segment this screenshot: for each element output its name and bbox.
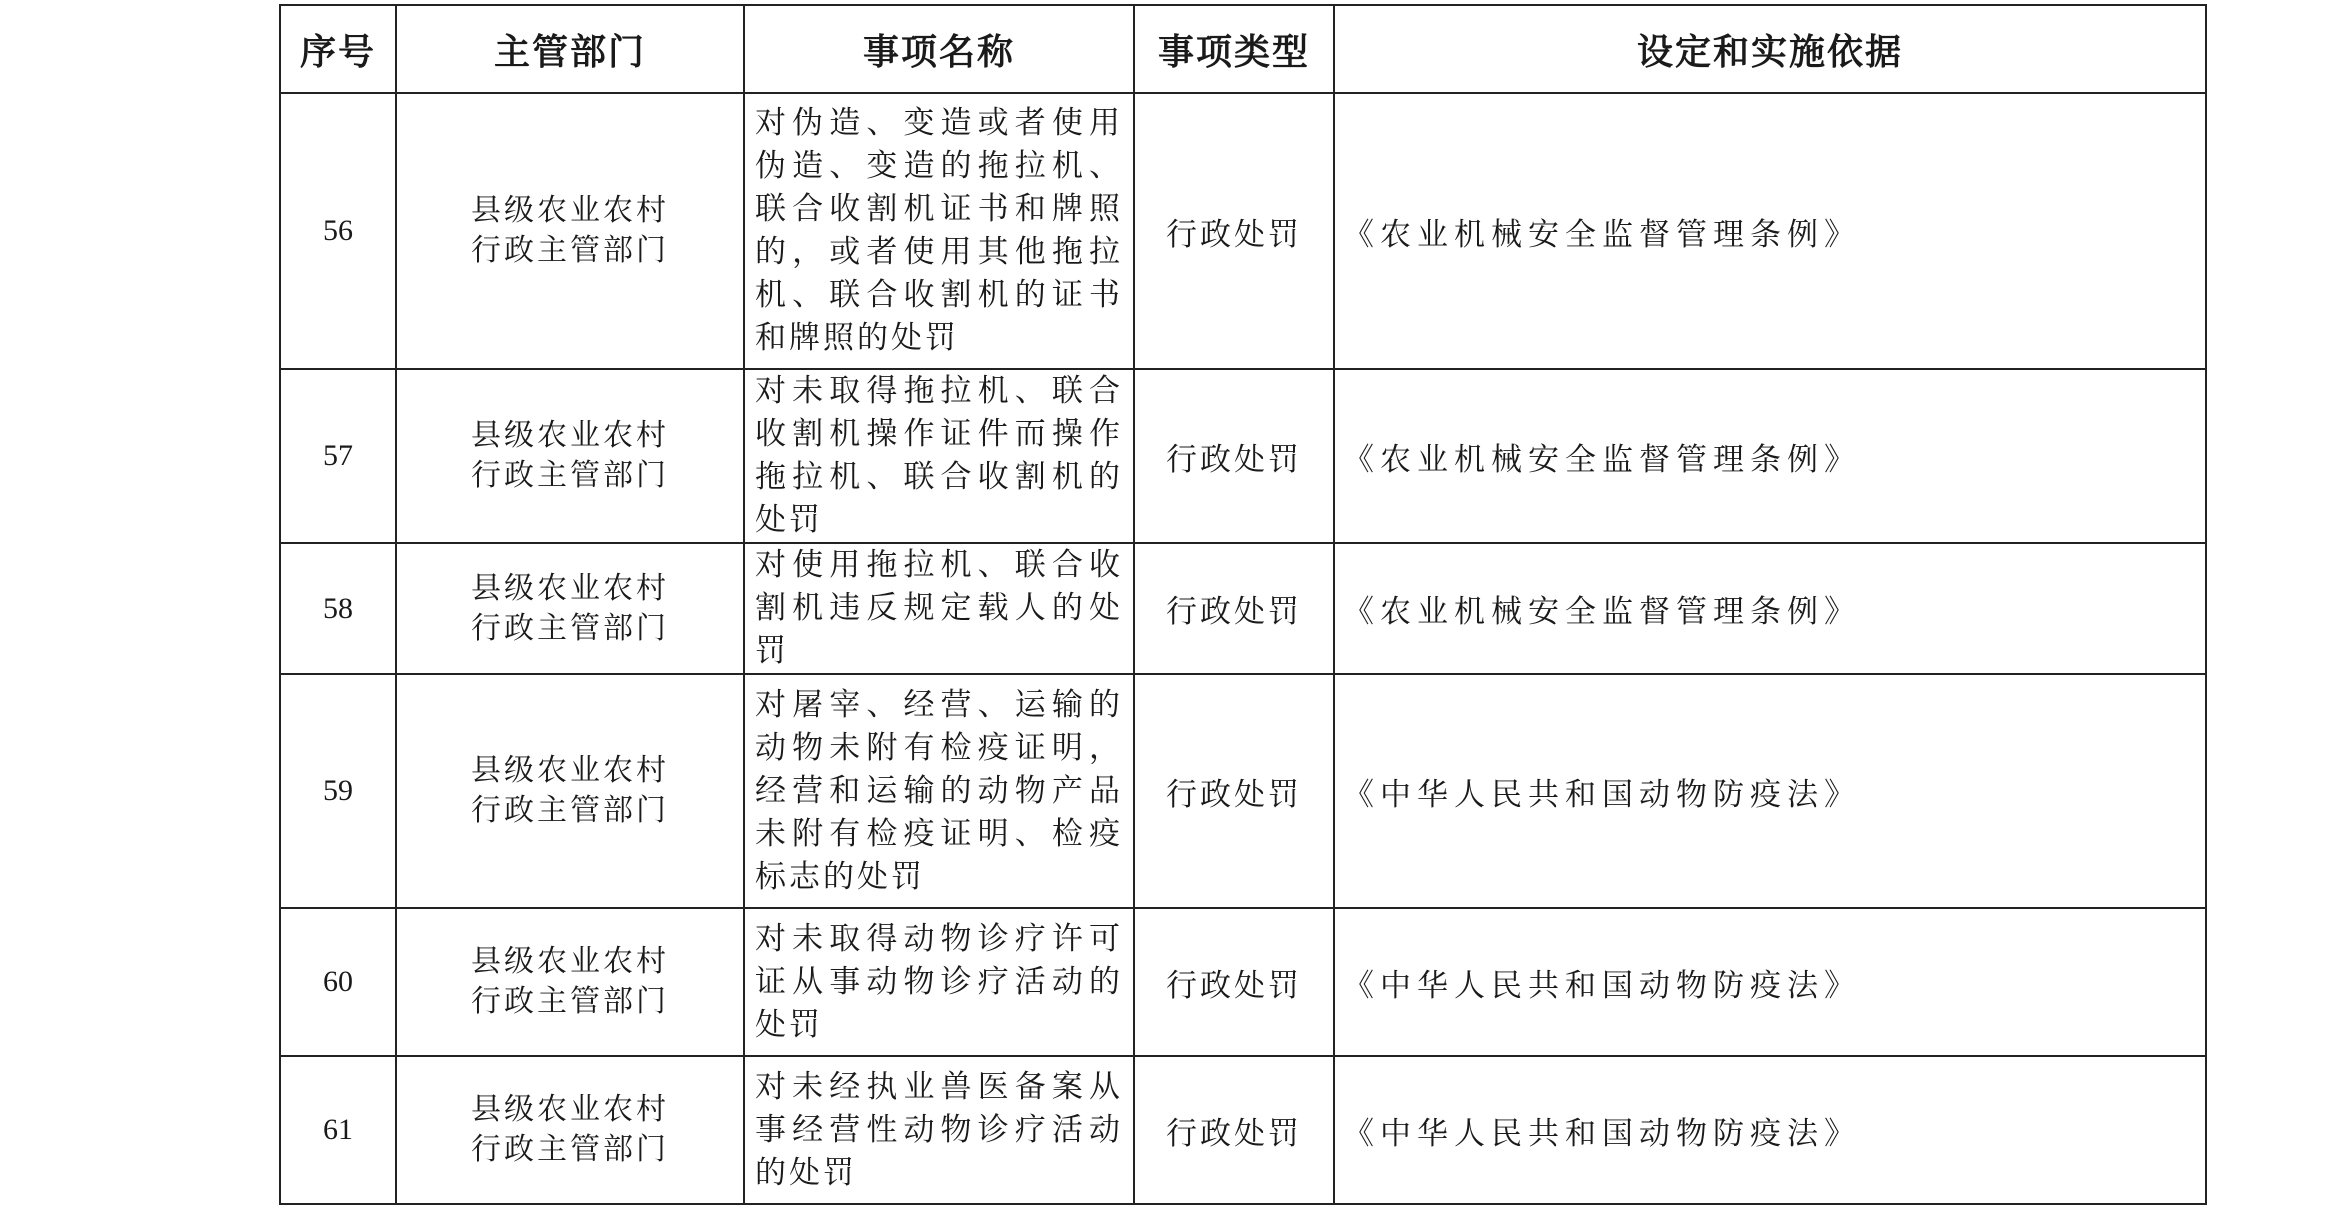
table-row [280,369,2206,543]
table-header [280,5,2206,93]
row-legal-basis: 《农业机械安全监督管理条例》 [1334,93,2206,369]
department-line-2: 行政主管部门 [471,793,669,828]
row-item-name: 对未经执业兽医备案从事经营性动物诊疗活动的处罚 [744,1056,1134,1204]
department-line-2: 行政主管部门 [471,984,669,1019]
row-serial-number: 60 [280,908,396,1056]
row-department [396,543,744,674]
row-department [396,674,744,908]
row-legal-basis: 《农业机械安全监督管理条例》 [1334,543,2206,674]
row-item-name: 对使用拖拉机、联合收割机违反规定载人的处罚 [744,543,1134,674]
row-department [396,369,744,543]
table-row [280,674,2206,908]
row-serial-number: 58 [280,543,396,674]
header-item-type: 事项类型 [1134,5,1334,93]
department-line-2: 行政主管部门 [471,610,669,646]
department-line-1: 县级农业农村 [471,1092,669,1127]
row-legal-basis: 《中华人民共和国动物防疫法》 [1334,1056,2206,1204]
row-item-type: 行政处罚 [1134,93,1334,369]
row-item-type: 行政处罚 [1134,1056,1334,1204]
department-line-1: 县级农业农村 [471,418,669,453]
row-item-type: 行政处罚 [1134,674,1334,908]
department-line-2: 行政主管部门 [471,458,669,493]
department-line-2: 行政主管部门 [471,1132,669,1167]
table-row [280,93,2206,369]
header-row [280,5,2206,93]
department-line-1: 县级农业农村 [471,193,669,228]
header-legal-basis: 设定和实施依据 [1334,5,2206,93]
row-item-name: 对屠宰、经营、运输的动物未附有检疫证明，经营和运输的动物产品未附有检疫证明、检疫标志的处罚 [744,674,1134,908]
table-row [280,1056,2206,1204]
row-department [396,908,744,1056]
department-line-1: 县级农业农村 [471,944,669,979]
row-item-name: 对未取得动物诊疗许可证从事动物诊疗活动的处罚 [744,908,1134,1056]
department-line-2: 行政主管部门 [471,233,669,268]
row-item-type: 行政处罚 [1134,908,1334,1056]
row-legal-basis: 《中华人民共和国动物防疫法》 [1334,674,2206,908]
row-legal-basis: 《中华人民共和国动物防疫法》 [1334,908,2206,1056]
items-table [279,4,2207,1205]
table-body [280,93,2206,1204]
row-item-type: 行政处罚 [1134,369,1334,543]
row-serial-number: 61 [280,1056,396,1204]
table-row [280,908,2206,1056]
row-legal-basis: 《农业机械安全监督管理条例》 [1334,369,2206,543]
row-serial-number: 56 [280,93,396,369]
department-line-1: 县级农业农村 [471,753,669,788]
row-serial-number: 59 [280,674,396,908]
header-item-name: 事项名称 [744,5,1134,93]
table-row [280,543,2206,674]
row-department [396,93,744,369]
row-item-name: 对未取得拖拉机、联合收割机操作证件而操作拖拉机、联合收割机的处罚 [744,369,1134,543]
department-line-1: 县级农业农村 [471,570,669,606]
row-serial-number: 57 [280,369,396,543]
row-item-type: 行政处罚 [1134,543,1334,674]
row-department [396,1056,744,1204]
header-serial-number: 序号 [280,5,396,93]
row-item-name: 对伪造、变造或者使用伪造、变造的拖拉机、联合收割机证书和牌照的，或者使用其他拖拉机、联合收割机的证书和牌照的处罚 [744,93,1134,369]
header-department: 主管部门 [396,5,744,93]
